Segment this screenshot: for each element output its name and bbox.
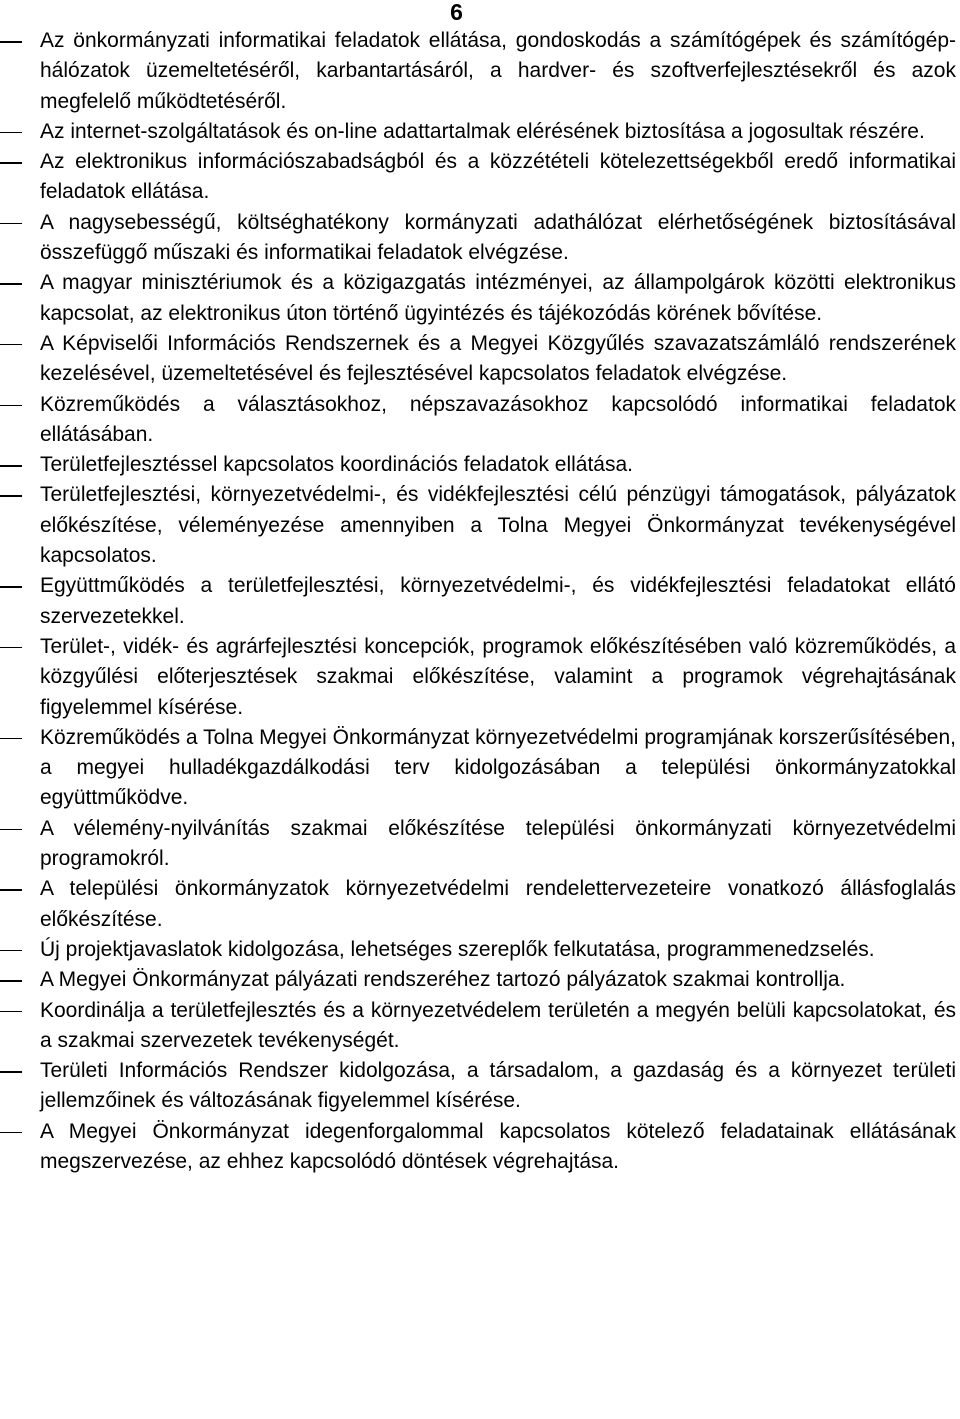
list-item (0, 723, 956, 814)
list-item-text: Koordinálja a területfejlesztés és a környezetvédelem területén a megyén belüli kapcsolatokat, és a szakmai szervezetek tevékenységét. (40, 998, 956, 1052)
list-item (0, 965, 956, 995)
list-item-text: A vélemény-nyilvánítás szakmai előkészítése települési önkormányzati környezetvédelmi programokról. (40, 816, 956, 871)
list-item (0, 117, 956, 147)
list-item-text: Területfejlesztési, környezetvédelmi-, és vidékfejlesztési célú pénzügyi támogatások, pályázatok előkészítése, véleményezése amennyiben a Tolna Megyei Önkormányzat tevékenységével kapcsolatos. (40, 483, 956, 568)
list-item (0, 814, 956, 875)
list-item-text: Az elektronikus információszabadságból és a közzétételi kötelezettségekből eredő informatikai feladatok ellátása. (40, 150, 956, 204)
task-list (0, 26, 956, 1177)
list-item (0, 268, 956, 329)
list-item (0, 208, 956, 269)
list-item-text: Területfejlesztéssel kapcsolatos koordinációs feladatok ellátása. (40, 453, 633, 477)
list-item (0, 450, 956, 480)
list-item (0, 996, 956, 1057)
list-item-text: Terület-, vidék- és agrárfejlesztési koncepciók, programok előkészítésében való közreműködés, a közgyűlési előterjesztések szakmai előkészítése, valamint a programok végrehajtásának figyelemmel kísérése. (40, 634, 956, 719)
list-item (0, 480, 956, 571)
list-item-text: A Megyei Önkormányzat pályázati rendszeréhez tartozó pályázatok szakmai kontrollja. (40, 968, 846, 992)
list-item-text: A települési önkormányzatok környezetvédelmi rendelettervezeteire vonatkozó állásfoglalás előkészítése. (40, 877, 956, 931)
list-item (0, 874, 956, 935)
list-item-text: Az önkormányzati informatikai feladatok ellátása, gondoskodás a számítógépek és számítógép-hálózatok üzemeltetéséről, karbantartásáról, a hardver- és szoftverfejlesztésekről és azok megfelelő működtetéséről. (40, 29, 956, 113)
list-item-text: Új projektjavaslatok kidolgozása, lehetséges szereplők felkutatása, programmenedzselés. (40, 937, 875, 961)
list-item (0, 1117, 956, 1178)
list-item-text: A nagysebességű, költséghatékony kormányzati adathálózat elérhetőségének biztosításával összefüggő műszaki és informatikai feladatok elvégzése. (40, 210, 956, 265)
list-item-text: Együttműködés a területfejlesztési, környezetvédelmi-, és vidékfejlesztési feladatokat ellátó szervezetekkel. (40, 574, 956, 628)
list-item-text: A Képviselői Információs Rendszernek és a Megyei Közgyűlés szavazatszámláló rendszerének kezelésével, üzemeltetésével és fejlesztésével kapcsolatos feladatok elvégzése. (40, 331, 956, 386)
list-item-text: A magyar minisztériumok és a közigazgatás intézményei, az állampolgárok közötti elektronikus kapcsolat, az elektronikus úton történő ügyintézés és tájékozódás körének bővítése. (40, 271, 956, 325)
list-item-text: Az internet-szolgáltatások és on-line adattartalmak elérésének biztosítása a jogosultak részére. (40, 119, 925, 143)
list-item-text: A Megyei Önkormányzat idegenforgalommal kapcsolatos kötelező feladatainak ellátásának megszervezése, az ehhez kapcsolódó döntések végrehajtása. (40, 1119, 956, 1173)
list-item (0, 935, 956, 965)
page-number: 6 (450, 0, 463, 25)
list-item (0, 329, 956, 390)
list-item-text: Közreműködés a választásokhoz, népszavazásokhoz kapcsolódó informatikai feladatok ellátásában. (40, 392, 956, 446)
list-item (0, 390, 956, 451)
list-item-text: Területi Információs Rendszer kidolgozása, a társadalom, a gazdaság és a környezet területi jellemzőinek és változásának figyelemmel kísérése. (40, 1059, 956, 1113)
list-item (0, 147, 956, 208)
list-item-text: Közreműködés a Tolna Megyei Önkormányzat környezetvédelmi programjának korszerűsítésében, a megyei hulladékgazdálkodási terv kidolgozásában a települési önkormányzatokkal együttműködve. (40, 725, 956, 810)
list-item (0, 26, 956, 117)
list-item (0, 1056, 956, 1117)
list-item (0, 632, 956, 723)
list-item (0, 571, 956, 632)
